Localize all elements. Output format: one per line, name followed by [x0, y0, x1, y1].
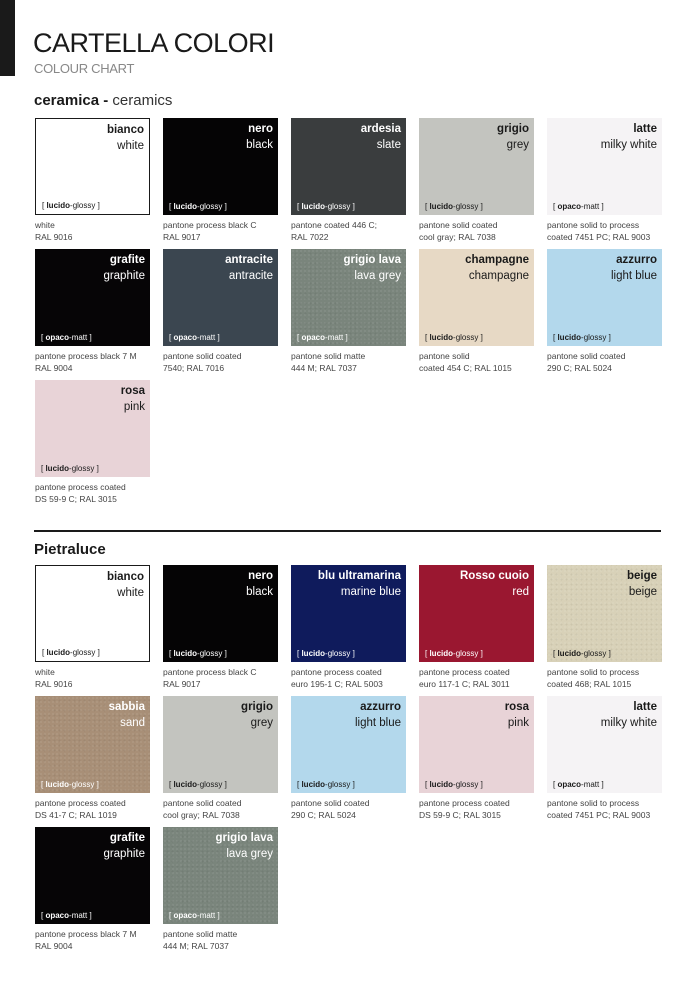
spec-line-1: pantone process coated	[35, 482, 126, 492]
color-swatch	[163, 118, 278, 215]
finish-english: glossy	[455, 780, 479, 789]
color-swatch	[35, 249, 150, 346]
color-swatch-card	[163, 118, 278, 242]
color-swatch-card	[291, 118, 406, 242]
spec-line-2: RAL 9017	[163, 232, 201, 242]
finish-english: matt	[583, 780, 600, 789]
section-heading-light: ceramics	[112, 92, 173, 109]
section-heading-ceramica	[34, 93, 172, 108]
spec-line-2: DS 59-9 C; RAL 3015	[419, 810, 501, 820]
spec-line-2: RAL 7022	[291, 232, 329, 242]
swatch-name-italian: nero	[248, 123, 273, 135]
color-swatch-card	[163, 249, 278, 373]
finish-english: matt	[199, 333, 216, 342]
swatch-spec-caption	[291, 350, 406, 374]
swatch-name-english: pink	[507, 717, 529, 729]
color-swatch	[419, 565, 534, 662]
spec-line-1: pantone coated 446 C;	[291, 220, 378, 230]
spec-line-1: pantone solid	[419, 351, 470, 361]
spec-line-2: 7540; RAL 7016	[163, 363, 225, 373]
finish-english: glossy	[327, 649, 351, 658]
spec-line-2: DS 59-9 C; RAL 3015	[35, 494, 117, 504]
swatch-spec-caption	[163, 350, 278, 374]
spec-line-2: 290 C; RAL 5024	[547, 363, 612, 373]
finish-italian: opaco	[173, 911, 198, 920]
swatch-name-italian: bianco	[106, 571, 144, 583]
swatch-spec-caption	[35, 666, 150, 690]
finish-label: [ opaco-matt ]	[169, 333, 220, 342]
color-swatch-card	[291, 696, 406, 820]
swatch-name-english: milky white	[600, 139, 657, 151]
spec-line-2: RAL 9016	[35, 679, 73, 689]
swatch-spec-caption	[547, 666, 662, 690]
finish-label: [ lucido-glossy ]	[42, 648, 100, 657]
finish-english: glossy	[583, 333, 607, 342]
swatch-name-english: grey	[506, 139, 529, 151]
color-swatch-card	[291, 249, 406, 373]
color-swatch-card	[35, 827, 150, 951]
swatch-name-english: graphite	[103, 848, 145, 860]
finish-italian: opaco	[45, 911, 70, 920]
color-swatch	[291, 118, 406, 215]
color-swatch	[547, 249, 662, 346]
swatch-name-italian: azzurro	[360, 701, 401, 713]
swatch-spec-caption	[163, 666, 278, 690]
color-swatch	[419, 696, 534, 793]
finish-label: [ opaco-matt ]	[553, 202, 604, 211]
finish-label: [ opaco-matt ]	[41, 333, 92, 342]
finish-label: [ lucido-glossy ]	[169, 780, 227, 789]
swatch-spec-caption	[547, 350, 662, 374]
color-swatch-card	[35, 696, 150, 820]
color-swatch	[163, 565, 278, 662]
finish-label: [ opaco-matt ]	[169, 911, 220, 920]
spec-line-1: pantone process coated	[419, 667, 510, 677]
swatch-spec-caption	[419, 350, 534, 374]
section-heading-bold: Pietraluce	[34, 541, 106, 558]
spec-line-1: pantone solid coated	[547, 351, 626, 361]
finish-label: [ opaco-matt ]	[41, 911, 92, 920]
swatch-name-english: white	[117, 140, 144, 152]
color-swatch	[547, 565, 662, 662]
swatch-name-italian: azzurro	[616, 254, 657, 266]
finish-label: [ opaco-matt ]	[553, 780, 604, 789]
swatch-name-italian: grigio lava	[215, 832, 273, 844]
spec-line-1: pantone solid to process	[547, 667, 640, 677]
swatch-name-italian: grigio lava	[343, 254, 401, 266]
finish-italian: opaco	[45, 333, 70, 342]
finish-english: glossy	[455, 202, 479, 211]
finish-english: matt	[199, 911, 216, 920]
color-swatch	[35, 565, 150, 662]
finish-label: [ lucido-glossy ]	[425, 780, 483, 789]
swatch-spec-caption	[35, 481, 150, 505]
swatch-name-italian: grigio	[497, 123, 529, 135]
finish-label: [ lucido-glossy ]	[41, 780, 99, 789]
section-heading-pietraluce	[34, 542, 106, 557]
spec-line-1: pantone solid coated	[163, 798, 242, 808]
swatch-name-italian: latte	[633, 701, 657, 713]
spec-line-2: RAL 9016	[35, 232, 73, 242]
finish-italian: opaco	[557, 780, 582, 789]
swatch-name-english: light blue	[354, 717, 401, 729]
finish-english: glossy	[327, 202, 351, 211]
finish-label: [ lucido-glossy ]	[425, 333, 483, 342]
swatch-spec-caption	[419, 219, 534, 243]
finish-english: glossy	[455, 333, 479, 342]
spec-line-2: coated 7451 PC; RAL 9003	[547, 810, 651, 820]
finish-italian: opaco	[301, 333, 326, 342]
swatch-name-italian: latte	[633, 123, 657, 135]
spec-line-1: pantone process black C	[163, 220, 257, 230]
spec-line-1: pantone process coated	[419, 798, 510, 808]
spec-line-1: pantone solid to process	[547, 798, 640, 808]
color-swatch	[419, 249, 534, 346]
finish-italian: opaco	[557, 202, 582, 211]
swatch-name-italian: blu ultramarina	[317, 570, 401, 582]
spec-line-1: white	[35, 667, 55, 677]
finish-english: matt	[71, 333, 88, 342]
swatch-name-italian: ardesia	[360, 123, 401, 135]
spec-line-1: pantone process black C	[163, 667, 257, 677]
color-swatch	[35, 696, 150, 793]
finish-italian: lucido	[173, 649, 198, 658]
finish-english: matt	[71, 911, 88, 920]
swatch-spec-caption	[163, 928, 278, 952]
finish-italian: lucido	[429, 202, 454, 211]
swatch-spec-caption	[291, 666, 406, 690]
finish-italian: lucido	[429, 780, 454, 789]
color-swatch-card	[419, 249, 534, 373]
color-swatch-card	[291, 565, 406, 689]
swatch-name-english: light blue	[610, 270, 657, 282]
spec-line-2: coated 454 C; RAL 1015	[419, 363, 512, 373]
spec-line-1: pantone process black 7 M	[35, 929, 137, 939]
color-swatch-card	[419, 118, 534, 242]
color-swatch-card	[163, 827, 278, 951]
color-swatch	[291, 696, 406, 793]
color-swatch	[163, 827, 278, 924]
color-swatch-card	[163, 696, 278, 820]
spec-line-1: pantone solid matte	[163, 929, 238, 939]
finish-italian: lucido	[429, 333, 454, 342]
finish-english: matt	[327, 333, 344, 342]
spec-line-2: cool gray; RAL 7038	[163, 810, 240, 820]
color-swatch	[419, 118, 534, 215]
swatch-name-english: black	[246, 139, 273, 151]
finish-italian: lucido	[557, 333, 582, 342]
swatch-name-english: milky white	[600, 717, 657, 729]
finish-label: [ lucido-glossy ]	[41, 464, 99, 473]
color-swatch	[35, 380, 150, 477]
spec-line-2: RAL 9017	[163, 679, 201, 689]
spec-line-1: pantone solid coated	[419, 220, 498, 230]
color-swatch-card	[419, 696, 534, 820]
spec-line-1: pantone process coated	[291, 667, 382, 677]
color-swatch	[163, 249, 278, 346]
page-title: CARTELLA COLORI	[33, 28, 275, 58]
swatch-name-english: sand	[120, 717, 145, 729]
swatch-name-english: marine blue	[340, 586, 401, 598]
spec-line-2: euro 117-1 C; RAL 3011	[419, 679, 510, 689]
spec-line-2: coated 468; RAL 1015	[547, 679, 632, 689]
color-swatch-card	[35, 118, 150, 242]
finish-italian: lucido	[173, 202, 198, 211]
color-swatch-card	[35, 249, 150, 373]
swatch-name-english: red	[512, 586, 529, 598]
finish-label: [ opaco-matt ]	[297, 333, 348, 342]
swatch-name-english: slate	[376, 139, 401, 151]
spec-line-1: pantone solid matte	[291, 351, 366, 361]
finish-label: [ lucido-glossy ]	[42, 201, 100, 210]
spec-line-2: 444 M; RAL 7037	[163, 941, 229, 951]
finish-label: [ lucido-glossy ]	[297, 202, 355, 211]
finish-label: [ lucido-glossy ]	[553, 333, 611, 342]
swatch-name-english: antracite	[228, 270, 273, 282]
swatch-name-italian: grigio	[241, 701, 273, 713]
section-heading-bold: ceramica -	[34, 92, 113, 109]
finish-italian: lucido	[46, 648, 71, 657]
finish-italian: lucido	[46, 201, 71, 210]
swatch-name-italian: rosa	[504, 701, 529, 713]
swatch-name-english: white	[117, 587, 144, 599]
swatch-name-italian: antracite	[225, 254, 273, 266]
finish-italian: lucido	[429, 649, 454, 658]
spec-line-1: white	[35, 220, 55, 230]
color-swatch-card	[35, 380, 150, 504]
finish-label: [ lucido-glossy ]	[553, 649, 611, 658]
finish-italian: lucido	[45, 780, 70, 789]
finish-english: glossy	[583, 649, 607, 658]
finish-english: glossy	[327, 780, 351, 789]
spec-line-1: pantone process coated	[35, 798, 126, 808]
color-swatch-card	[35, 565, 150, 689]
finish-italian: opaco	[173, 333, 198, 342]
spec-line-2: 444 M; RAL 7037	[291, 363, 357, 373]
color-swatch-card	[547, 565, 662, 689]
swatch-name-english: beige	[628, 586, 657, 598]
finish-english: glossy	[72, 201, 96, 210]
swatch-spec-caption	[163, 219, 278, 243]
color-swatch	[35, 118, 150, 215]
section-divider	[34, 530, 661, 532]
spec-line-2: RAL 9004	[35, 363, 73, 373]
swatch-spec-caption	[35, 219, 150, 243]
finish-italian: lucido	[301, 202, 326, 211]
finish-italian: lucido	[301, 649, 326, 658]
color-swatch-card	[419, 565, 534, 689]
spec-line-2: DS 41-7 C; RAL 1019	[35, 810, 117, 820]
swatch-name-italian: nero	[248, 570, 273, 582]
swatch-spec-caption	[35, 928, 150, 952]
finish-english: glossy	[72, 648, 96, 657]
swatch-name-english: lava grey	[226, 848, 273, 860]
swatch-spec-caption	[547, 797, 662, 821]
finish-label: [ lucido-glossy ]	[425, 202, 483, 211]
color-swatch-card	[547, 696, 662, 820]
spec-line-2: coated 7451 PC; RAL 9003	[547, 232, 651, 242]
swatch-spec-caption	[419, 797, 534, 821]
swatch-spec-caption	[419, 666, 534, 690]
swatch-spec-caption	[163, 797, 278, 821]
swatch-name-english: pink	[123, 401, 145, 413]
spec-line-2: 290 C; RAL 5024	[291, 810, 356, 820]
swatch-name-italian: grafite	[109, 832, 145, 844]
spec-line-2: euro 195-1 C; RAL 5003	[291, 679, 383, 689]
spec-line-1: pantone solid coated	[291, 798, 370, 808]
finish-label: [ lucido-glossy ]	[297, 780, 355, 789]
finish-english: matt	[583, 202, 600, 211]
finish-italian: lucido	[173, 780, 198, 789]
swatch-name-italian: rosa	[120, 385, 145, 397]
spec-line-2: cool gray; RAL 7038	[419, 232, 496, 242]
swatch-name-english: grey	[250, 717, 273, 729]
finish-english: glossy	[199, 780, 223, 789]
color-swatch	[547, 696, 662, 793]
swatch-spec-caption	[35, 797, 150, 821]
finish-label: [ lucido-glossy ]	[169, 649, 227, 658]
swatch-name-english: black	[246, 586, 273, 598]
color-swatch-card	[547, 249, 662, 373]
swatch-name-italian: bianco	[106, 124, 144, 136]
swatch-name-italian: Rosso cuoio	[459, 570, 529, 582]
finish-english: glossy	[71, 464, 95, 473]
swatch-spec-caption	[291, 797, 406, 821]
swatch-spec-caption	[547, 219, 662, 243]
color-swatch-card	[547, 118, 662, 242]
color-swatch	[547, 118, 662, 215]
color-swatch	[35, 827, 150, 924]
color-swatch-card	[163, 565, 278, 689]
swatch-name-italian: beige	[626, 570, 657, 582]
spec-line-1: pantone solid to process	[547, 220, 640, 230]
swatch-spec-caption	[35, 350, 150, 374]
spec-line-2: RAL 9004	[35, 941, 73, 951]
swatch-grid-pietraluce	[35, 565, 662, 951]
spec-line-1: pantone solid coated	[163, 351, 242, 361]
color-swatch	[163, 696, 278, 793]
swatch-name-italian: sabbia	[108, 701, 145, 713]
header-accent-bar	[0, 0, 15, 76]
finish-english: glossy	[71, 780, 95, 789]
swatch-name-english: champagne	[468, 270, 529, 282]
finish-label: [ lucido-glossy ]	[169, 202, 227, 211]
page-subtitle: COLOUR CHART	[34, 61, 135, 76]
finish-english: glossy	[199, 202, 223, 211]
finish-english: glossy	[199, 649, 223, 658]
finish-italian: lucido	[557, 649, 582, 658]
color-swatch	[291, 565, 406, 662]
finish-label: [ lucido-glossy ]	[425, 649, 483, 658]
finish-label: [ lucido-glossy ]	[297, 649, 355, 658]
swatch-grid-ceramica	[35, 118, 662, 504]
finish-italian: lucido	[301, 780, 326, 789]
color-swatch	[291, 249, 406, 346]
spec-line-1: pantone process black 7 M	[35, 351, 137, 361]
swatch-spec-caption	[291, 219, 406, 243]
finish-italian: lucido	[45, 464, 70, 473]
swatch-name-english: lava grey	[354, 270, 401, 282]
swatch-name-italian: grafite	[109, 254, 145, 266]
finish-english: glossy	[455, 649, 479, 658]
swatch-name-italian: champagne	[465, 254, 529, 266]
swatch-name-english: graphite	[103, 270, 145, 282]
